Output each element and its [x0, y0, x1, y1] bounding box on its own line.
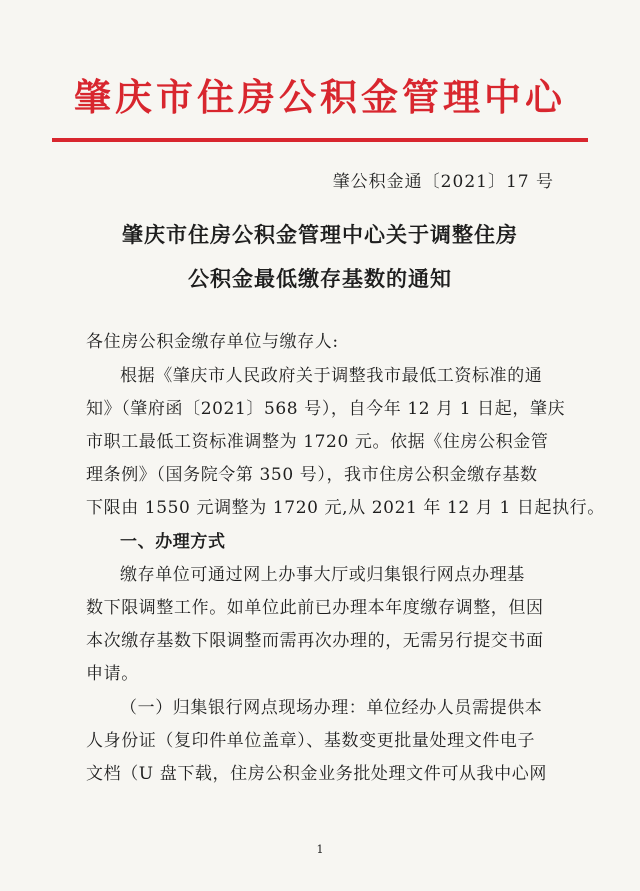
- body-line: （一）归集银行网点现场办理：单位经办人员需提供本: [120, 698, 543, 718]
- body-line: 文档（U 盘下载，住房公积金业务批处理文件可从我中心网: [86, 764, 547, 784]
- page-number: 1: [316, 843, 324, 856]
- section-heading-handling-method: 一、办理方式: [120, 532, 226, 552]
- letterhead-red-rule: [52, 138, 588, 142]
- body-line: 人身份证（复印件单位盖章）、基数变更批量处理文件电子: [86, 731, 536, 751]
- document-number: 肇公积金通〔2021〕17 号: [332, 172, 554, 192]
- org-letterhead-title: 肇庆市住房公积金管理中心: [74, 75, 566, 119]
- salutation: 各住房公积金缴存单位与缴存人:: [86, 332, 339, 352]
- notice-title-line-2: 公积金最低缴存基数的通知: [188, 266, 452, 291]
- body-line: 知》（肇府函〔2021〕568 号），自今年 12 月 1 日起，肇庆: [86, 399, 566, 419]
- body-line: 本次缴存基数下限调整而需再次办理的，无需另行提交书面: [86, 631, 544, 651]
- body-line: 缴存单位可通过网上办事大厅或归集银行网点办理基: [120, 565, 525, 585]
- body-line: 下限由 1550 元调整为 1720 元,从 2021 年 12 月 1 日起执行。: [86, 498, 605, 518]
- body-line: 理条例》（国务院令第 350 号），我市住房公积金缴存基数: [86, 465, 538, 485]
- notice-title-line-1: 肇庆市住房公积金管理中心关于调整住房: [122, 222, 518, 247]
- body-line: 根据《肇庆市人民政府关于调整我市最低工资标准的通: [120, 366, 543, 386]
- body-line: 申请。: [86, 664, 139, 684]
- body-line: 数下限调整工作。如单位此前已办理本年度缴存调整，但因: [86, 598, 544, 618]
- body-line: 市职工最低工资标准调整为 1720 元。依据《住房公积金管: [86, 432, 549, 452]
